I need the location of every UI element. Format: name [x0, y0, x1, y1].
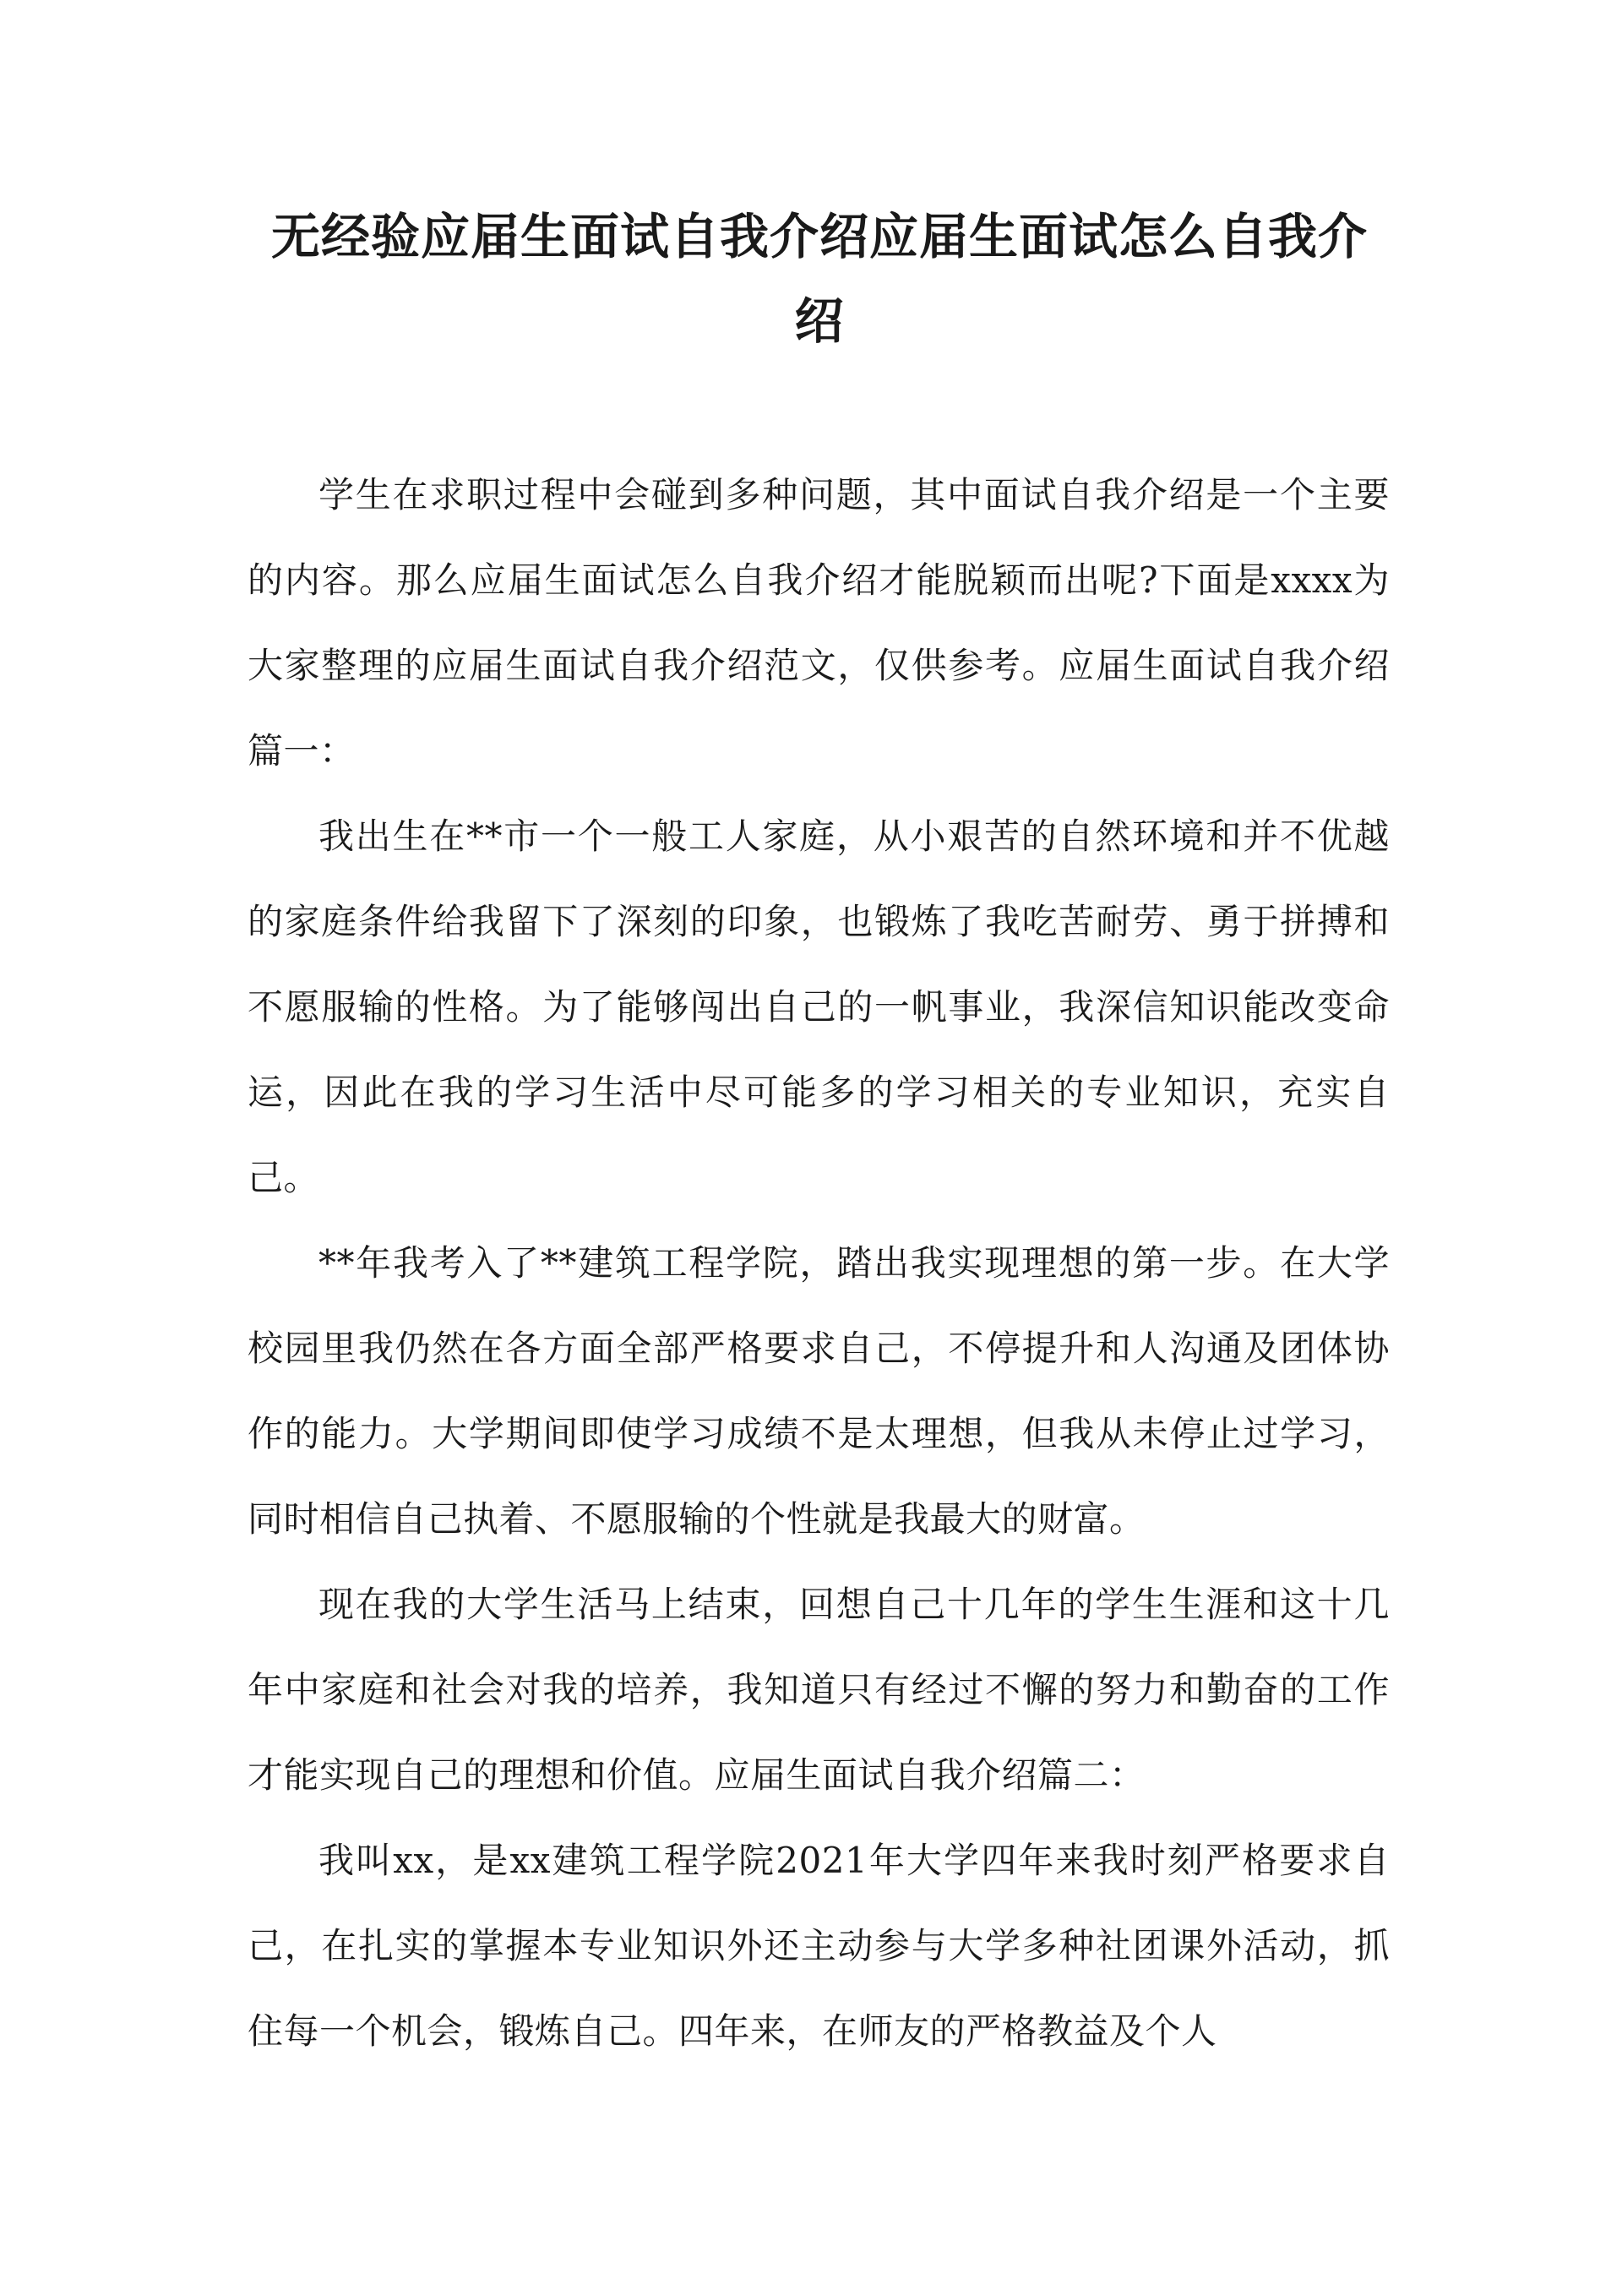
document-title: 无经验应届生面试自我介绍应届生面试怎么自我介绍	[270, 208, 1368, 350]
paragraph-graduation: 现在我的大学生活马上结束，回想自己十几年的学生生涯和这十几年中家庭和社会对我的培养，我知道只有经过不懈的努力和勤奋的工作才能实现自己的理想和价值。应届生面试自我介绍篇二：	[248, 1584, 1390, 1796]
paragraph-intro: 学生在求职过程中会碰到多种问题，其中面试自我介绍是一个主要的内容。那么应届生面试怎么自我介绍才能脱颖而出呢?下面是xxxx为大家整理的应届生面试自我介绍范文，仅供参考。应届生面试自我介绍篇一：	[248, 474, 1390, 772]
document-body	[248, 452, 1390, 2074]
paragraph-sample-two: 我叫xx，是xx建筑工程学院2021年大学四年来我时刻严格要求自己，在扎实的掌握本专业知识外还主动参与大学多种社团课外活动，抓住每一个机会，锻炼自己。四年来，在师友的严格教益及个人	[248, 1840, 1390, 2052]
paragraph-college: **年我考入了**建筑工程学院，踏出我实现理想的第一步。在大学校园里我仍然在各方面全部严格要求自己，不停提升和人沟通及团体协作的能力。大学期间即使学习成绩不是太理想，但我从未停止过学习，同时相信自己执着、不愿服输的个性就是我最大的财富。	[248, 1242, 1390, 1540]
paragraph-background: 我出生在**市一个一般工人家庭，从小艰苦的自然环境和并不优越的家庭条件给我留下了深刻的印象，也锻炼了我吃苦耐劳、勇于拼搏和不愿服输的性格。为了能够闯出自己的一帆事业，我深信知识能改变命运，因此在我的学习生活中尽可能多的学习相关的专业知识，充实自己。	[248, 815, 1390, 1198]
